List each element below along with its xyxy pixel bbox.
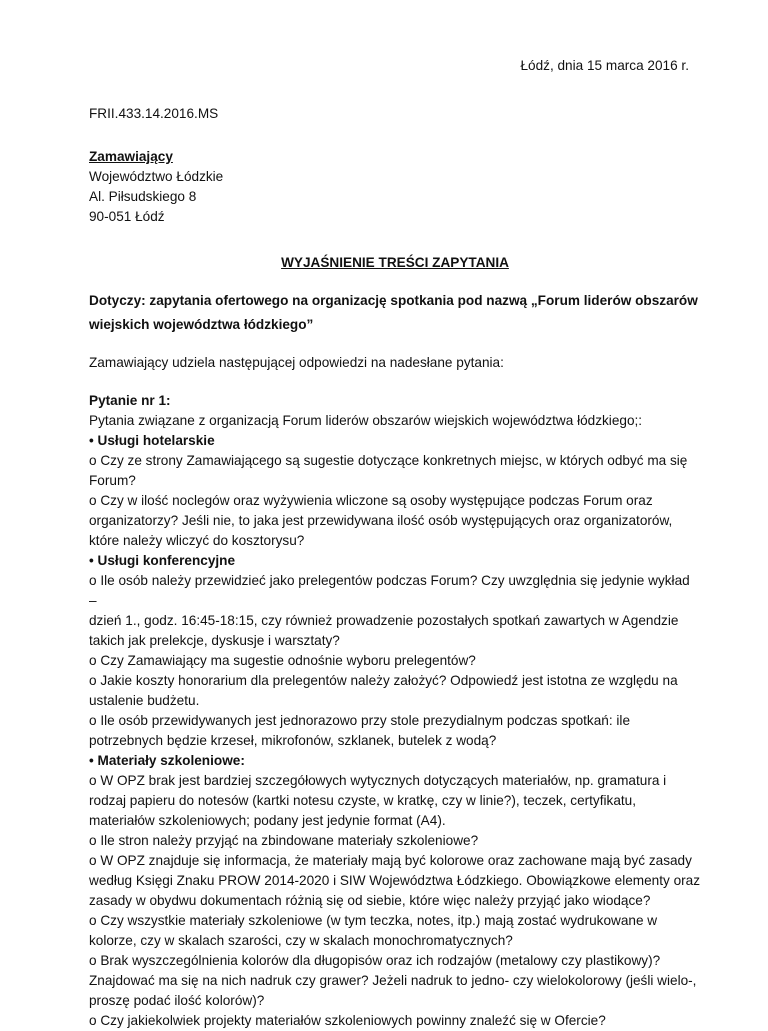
- question-heading: Pytanie nr 1:: [89, 393, 171, 408]
- question-body: [89, 411, 701, 1031]
- question-line: ustalenie budżetu.: [89, 693, 200, 708]
- question-line: Znajdować ma się na nich nadruk czy grawer? Jeżeli nadruk to jedno- czy wielokolorowy (jeśli wielo-,: [89, 973, 697, 988]
- question-line: takich jak prelekcje, dyskusje i warsztaty?: [89, 633, 340, 648]
- question-line: o W OPZ znajduje się informacja, że materiały mają być kolorowe oraz zachowane mają być zasady: [89, 853, 692, 868]
- buyer-postal: 90-051 Łódź: [89, 209, 165, 224]
- question-line: które należy wliczyć do kosztorysu?: [89, 533, 305, 548]
- question-line: kolorze, czy w skalach szarości, czy w skalach monochromatycznych?: [89, 933, 513, 948]
- subject-line-1: Dotyczy: zapytania ofertowego na organizację spotkania pod nazwą „Forum liderów obszarów: [89, 293, 698, 308]
- question-line: o Jakie koszty honorarium dla prelegentów należy założyć? Odpowiedź jest istotna ze względu na: [89, 673, 678, 688]
- question-line: • Usługi konferencyjne: [89, 553, 236, 568]
- question-line: materiałów szkoleniowych; podany jest jedynie format (A4).: [89, 813, 446, 828]
- buyer-name: Województwo Łódzkie: [89, 169, 224, 184]
- question-line: o W OPZ brak jest bardziej szczegółowych wytycznych dotyczących materiałów, np. gramatura i: [89, 773, 667, 788]
- document-title: WYJAŚNIENIE TREŚCI ZAPYTANIA: [281, 255, 509, 270]
- question-line: potrzebnych będzie krzeseł, mikrofonów, szklanek, butelek z wodą?: [89, 733, 497, 748]
- question-line: o Brak wyszczególnienia kolorów dla długopisów oraz ich rodzajów (metalowy czy plastikowy)?: [89, 953, 661, 968]
- question-line: o Czy ze strony Zamawiającego są sugestie dotyczące konkretnych miejsc, w których odbyć ma się: [89, 453, 688, 468]
- subject-line-2: wiejskich województwa łódzkiego”: [89, 317, 314, 332]
- question-line: o Ile osób należy przewidzieć jako prelegentów podczas Forum? Czy uwzględnia się jedynie wykład –: [89, 573, 690, 608]
- buyer-street: Al. Piłsudskiego 8: [89, 189, 197, 204]
- question-line: Forum?: [89, 473, 136, 488]
- question-line: organizatorzy? Jeśli nie, to jaka jest przewidywana ilość osób występujących oraz organizatorów,: [89, 513, 673, 528]
- buyer-heading: Zamawiający: [89, 149, 173, 164]
- reference-number: FRII.433.14.2016.MS: [89, 106, 219, 121]
- question-line: • Materiały szkoleniowe:: [89, 753, 245, 768]
- question-line: o Czy wszystkie materiały szkoleniowe (w tym teczka, notes, itp.) mają zostać wydrukowane w: [89, 913, 658, 928]
- date-line: Łódź, dnia 15 marca 2016 r.: [520, 58, 689, 73]
- question-line: o Ile stron należy przyjąć na zbindowane materiały szkoleniowe?: [89, 833, 479, 848]
- question-line: o Czy w ilość noclegów oraz wyżywienia wliczone są osoby występujące podczas Forum oraz: [89, 493, 653, 508]
- question-line: według Księgi Znaku PROW 2014-2020 i SIW Województwa Łódzkiego. Obowiązkowe elementy oraz: [89, 873, 701, 888]
- intro-text: Zamawiający udziela następującej odpowiedzi na nadesłane pytania:: [89, 355, 504, 370]
- document-page: [89, 56, 701, 1031]
- question-line: zasady w obydwu dokumentach różnią się od siebie, które więc należy przyjąć jako wiodące?: [89, 893, 651, 908]
- question-line: rodzaj papieru do notesów (kartki notesu czyste, w kratkę, czy w linie?), teczek, certyfikatu,: [89, 793, 636, 808]
- question-line: o Ile osób przewidywanych jest jednorazowo przy stole prezydialnym podczas spotkań: ile: [89, 713, 631, 728]
- question-line: o Czy jakiekolwiek projekty materiałów szkoleniowych powinny znaleźć się w Ofercie?: [89, 1013, 606, 1028]
- question-line: o Czy Zamawiający ma sugestie odnośnie wyboru prelegentów?: [89, 653, 476, 668]
- question-line: proszę podać ilość kolorów)?: [89, 993, 265, 1008]
- question-line: dzień 1., godz. 16:45-18:15, czy również prowadzenie pozostałych spotkań zawartych w Agendzie: [89, 613, 679, 628]
- question-line: • Usługi hotelarskie: [89, 433, 215, 448]
- question-line: Pytania związane z organizacją Forum liderów obszarów wiejskich województwa łódzkiego;:: [89, 413, 643, 428]
